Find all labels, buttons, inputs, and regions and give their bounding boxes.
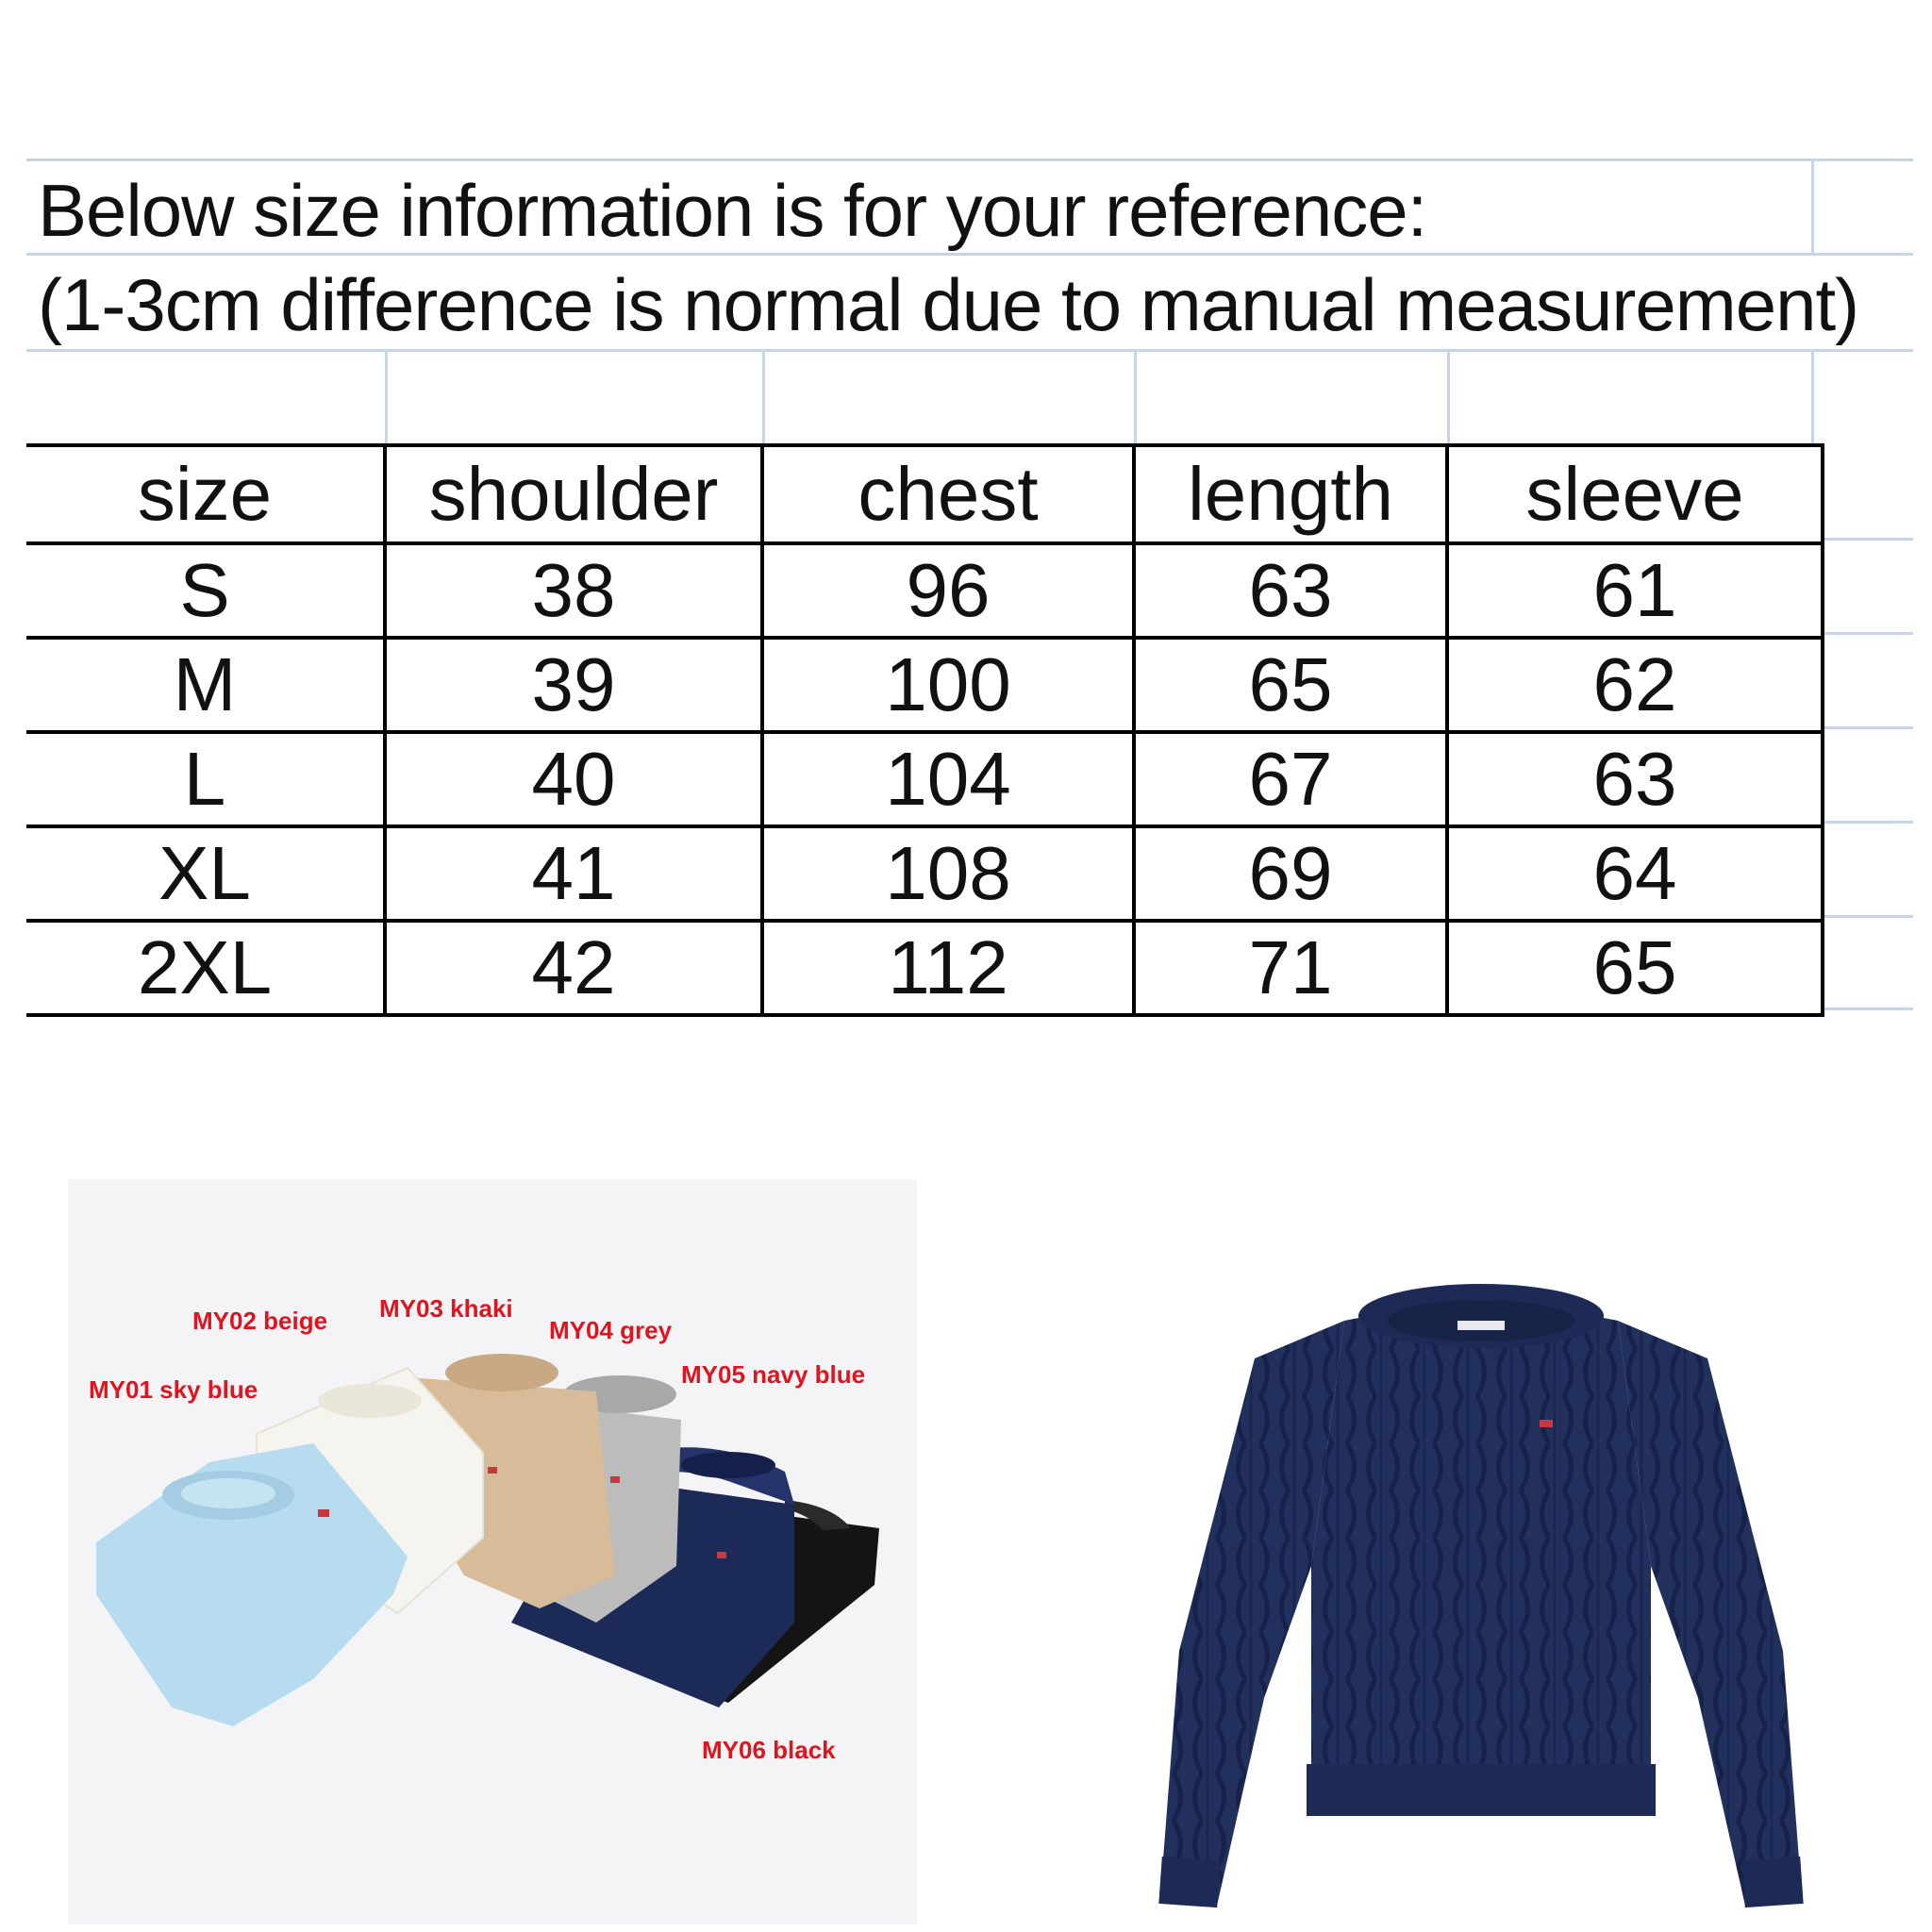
color-label-my01: MY01 sky blue xyxy=(89,1375,258,1404)
gridline xyxy=(1134,349,1137,443)
table-cell: 38 xyxy=(385,543,762,638)
gridline xyxy=(762,349,765,443)
table-cell: 64 xyxy=(1447,826,1823,921)
table-cell: 108 xyxy=(762,826,1134,921)
size-note-line2: (1-3cm difference is normal due to manual measurement) xyxy=(38,263,1859,346)
gridline xyxy=(1821,726,1913,729)
table-header-row xyxy=(26,445,1823,543)
table-cell: 2XL xyxy=(26,921,385,1015)
table-row xyxy=(26,732,1823,826)
color-label-my06: MY06 black xyxy=(702,1736,836,1764)
table-cell: 40 xyxy=(385,732,762,826)
color-label-my03: MY03 khaki xyxy=(379,1294,513,1323)
table-cell: 67 xyxy=(1134,732,1447,826)
table-cell: 96 xyxy=(762,543,1134,638)
table-row xyxy=(26,638,1823,732)
table-cell: 63 xyxy=(1447,732,1823,826)
gridline xyxy=(1811,349,1814,443)
column-header-chest: chest xyxy=(762,445,1134,543)
table-cell: 63 xyxy=(1134,543,1447,638)
navy-sweater-illustration xyxy=(1123,1255,1840,1915)
gridline xyxy=(1447,349,1450,443)
table-row xyxy=(26,826,1823,921)
gridline xyxy=(1821,632,1913,635)
color-options-photo xyxy=(68,1179,917,1924)
table-cell: 39 xyxy=(385,638,762,732)
table-row xyxy=(26,921,1823,1015)
column-header-length: length xyxy=(1134,445,1447,543)
table-cell: 41 xyxy=(385,826,762,921)
gridline xyxy=(26,349,1913,352)
table-cell: 65 xyxy=(1447,921,1823,1015)
color-label-my02: MY02 beige xyxy=(192,1307,328,1335)
table-cell: XL xyxy=(26,826,385,921)
navy-sweater-photo xyxy=(1123,1255,1840,1915)
table-cell: 69 xyxy=(1134,826,1447,921)
color-label-my05: MY05 navy blue xyxy=(681,1360,866,1389)
gridline xyxy=(1821,1008,1913,1010)
column-header-sleeve: sleeve xyxy=(1447,445,1823,543)
gridline xyxy=(26,253,1913,256)
gridline xyxy=(1821,915,1913,918)
table-cell: 104 xyxy=(762,732,1134,826)
table-cell: 100 xyxy=(762,638,1134,732)
table-cell: 71 xyxy=(1134,921,1447,1015)
folded-sweaters-illustration xyxy=(68,1179,917,1924)
gridline xyxy=(1821,821,1913,824)
table-cell: M xyxy=(26,638,385,732)
column-header-size: size xyxy=(26,445,385,543)
table-cell: S xyxy=(26,543,385,638)
table-cell: 65 xyxy=(1134,638,1447,732)
gridline xyxy=(26,158,1913,161)
size-note-line1: Below size information is for your reference: xyxy=(38,169,1427,252)
table-cell: 112 xyxy=(762,921,1134,1015)
table-row xyxy=(26,543,1823,638)
table-cell: 62 xyxy=(1447,638,1823,732)
table-cell: L xyxy=(26,732,385,826)
gridline xyxy=(1811,158,1814,253)
gridline xyxy=(385,349,388,443)
color-label-my04: MY04 grey xyxy=(549,1316,673,1344)
column-header-shoulder: shoulder xyxy=(385,445,762,543)
gridline xyxy=(1821,538,1913,541)
size-table xyxy=(26,443,1824,1017)
table-cell: 42 xyxy=(385,921,762,1015)
table-cell: 61 xyxy=(1447,543,1823,638)
